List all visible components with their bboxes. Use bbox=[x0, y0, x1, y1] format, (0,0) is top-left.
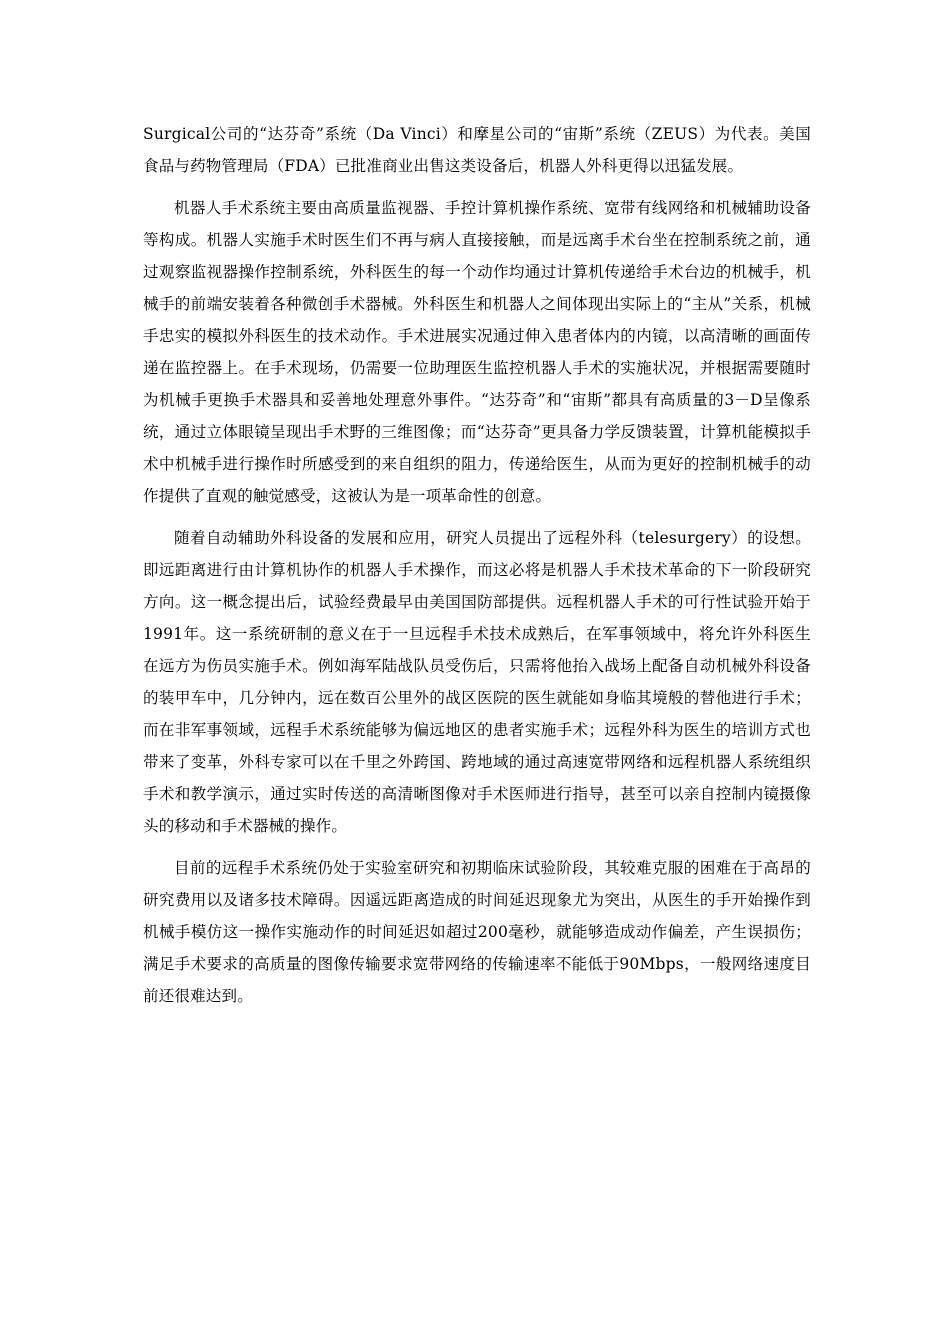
paragraph-robot-surgery-system: 机器人手术系统主要由高质量监视器、手控计算机操作系统、宽带有线网络和机械辅助设备等构成。机器人实施手术时医生们不再与病人直接接触，而是远离手术台坐在控制系统之前，通过观察监视器操作控制系统，外科医生的每一个动作均通过计算机传递给手术台边的机械手，机械手的前端安装着各种微创手术器械。外科医生和机器人之间体现出实际上的“主从”关系，机械手忠实的模拟外科医生的技术动作。手术进展实况通过伸入患者体内的内镜，以高清晰的画面传递在监控器上。在手术现场，仍需要一位助理医生监控机器人手术的实施状况，并根据需要随时为机械手更换手术器具和妥善地处理意外事件。“达芬奇”和“宙斯”都具有高质量的3－D呈像系统，通过立体眼镜呈现出手术野的三维图像；而“达芬奇”更具备力学反馈装置，计算机能模拟手术中机械手进行操作时所感受到的来自组织的阻力，传递给医生，从而为更好的控制机械手的动作提供了直观的触觉感受，这被认为是一项革命性的创意。 bbox=[143, 199, 811, 505]
document-body bbox=[143, 118, 811, 1022]
paragraph-telesurgery: 随着自动辅助外科设备的发展和应用，研究人员提出了远程外科（telesurgery）的设想。即远距离进行由计算机协作的机器人手术操作，而这必将是机器人手术技术革命的下一阶段研究方向。这一概念提出后，试验经费最早由美国国防部提供。远程机器人手术的可行性试验开始于1991年。这一系统研制的意义在于一旦远程手术技术成熟后，在军事领域中，将允许外科医生在远方为伤员实施手术。例如海军陆战队员受伤后，只需将他抬入战场上配备自动机械外科设备的装甲车中，几分钟内，远在数百公里外的战区医院的医生就能如身临其境般的替他进行手术；而在非军事领域，远程手术系统能够为偏远地区的患者实施手术；远程外科为医生的培训方式也带来了变革，外科专家可以在千里之外跨国、跨地域的通过高速宽带网络和远程机器人系统组织手术和教学演示，通过实时传送的高清晰图像对手术医师进行指导，甚至可以亲自控制内镜摄像头的移动和手术器械的操作。 bbox=[143, 529, 811, 835]
paragraph-current-status: 目前的远程手术系统仍处于实验室研究和初期临床试验阶段，其较难克服的困难在于高昂的研究费用以及诸多技术障碍。因遥远距离造成的时间延迟现象尤为突出，从医生的手开始操作到机械手模仿这一操作实施动作的时间延迟如超过200毫秒，就能够造成动作偏差，产生误损伤；满足手术要求的高质量的图像传输要求宽带网络的传输速率不能低于90Mbps，一般网络速度目前还很难达到。 bbox=[143, 859, 811, 1005]
paragraph-continuation: Surgical公司的“达芬奇”系统（Da Vinci）和摩星公司的“宙斯”系统（ZEUS）为代表。美国食品与药物管理局（FDA）已批准商业出售这类设备后，机器人外科更得以迅猛发展。 bbox=[143, 125, 811, 175]
